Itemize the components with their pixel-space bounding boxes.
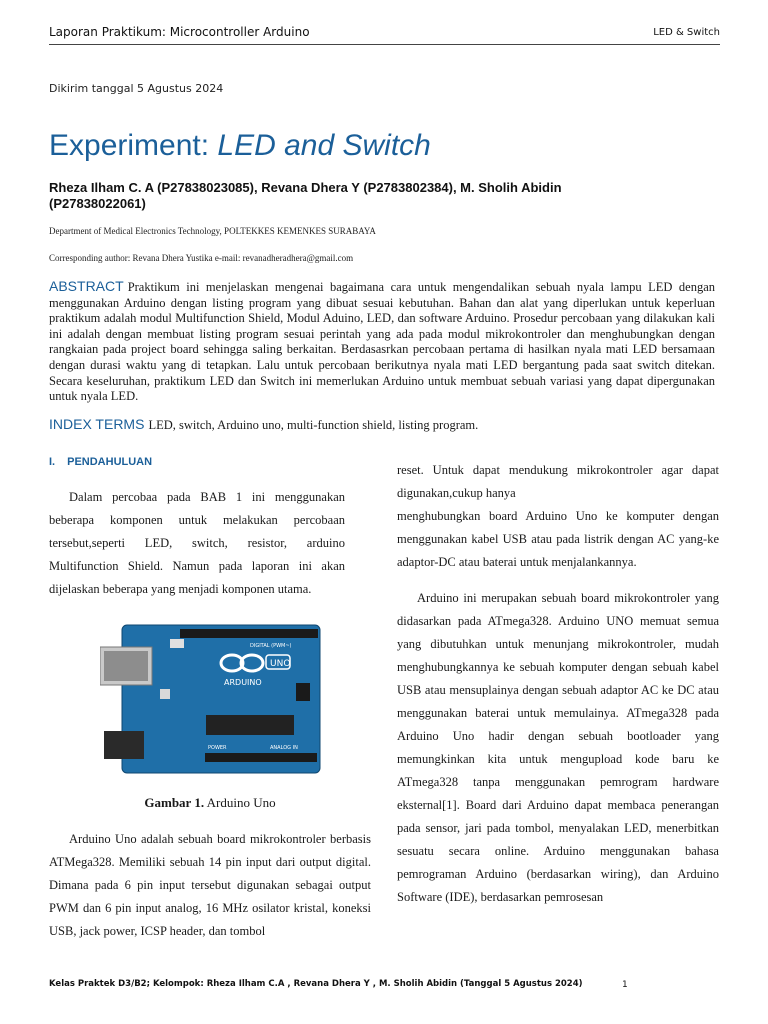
header-short-title: LED & Switch (653, 27, 720, 38)
index-terms (49, 416, 478, 433)
arduino-uno-paragraph: Arduino Uno adalah sebuah board mikrokontroler berbasis ATMega328. Memiliki sebuah 14 pin input dari output digital. Dimana pada 6 pin input tersebut digunakan sebagai output PWM dan 6 pin input analog, 16 MHz osilator kristal, koneksi USB, jack power, ICSP header, dan tombol (49, 832, 371, 938)
affiliation: Department of Medical Electronics Technology, POLTEKKES KEMENKES SURABAYA (49, 226, 376, 236)
submission-date: Dikirim tanggal 5 Agustus 2024 (49, 82, 224, 95)
title-emphasis: LED and Switch (217, 129, 431, 162)
figure-caption (0, 795, 420, 811)
capacitor (160, 689, 170, 699)
section-number: I. (49, 456, 56, 468)
uno-label: UNO (270, 659, 291, 669)
figure-caption-text: Arduino Uno (206, 795, 276, 810)
reset-paragraph-continued: menghubungkan board Arduino Uno ke komputer dengan menggunakan kabel USB atau pada listrik dengan AC yang-ke adaptor-DC atau baterai untuk menjalankannya. (397, 509, 719, 569)
page-number: 1 (622, 980, 628, 990)
arduino-uno-figure (100, 619, 322, 780)
arduino-board-image (100, 619, 322, 780)
abstract (49, 279, 715, 405)
title-prefix: Experiment: (49, 129, 218, 162)
left-column-top (49, 486, 345, 601)
dc-power-jack (104, 731, 144, 759)
section-heading (49, 456, 152, 468)
reset-button (170, 639, 184, 648)
section-title: PENDAHULUAN (67, 456, 153, 468)
reset-paragraph-start: reset. Untuk dapat mendukung mikrokontroler agar dapat digunakan,cukup hanya (397, 463, 719, 500)
left-column-bottom (49, 828, 371, 943)
figure-label: Gambar 1. (144, 795, 205, 810)
arduino-label: ARDUINO (224, 678, 262, 687)
running-header (49, 24, 720, 45)
right-column (397, 459, 719, 909)
atmega-paragraph: Arduino ini merupakan sebuah board mikrokontroler yang didasarkan pada ATmega328. Arduino UNO memuat semua yang dibutuhkan untuk menunjang mikrokontroler, mudah menghubungkannya ke sebuah komputer dengan sebuah kabel USB atau mensuplainya dengan sebuah adaptor AC ke DC atau menggunakan baterai untuk memulainya. ATmega328 pada Arduino Uno hadir dengan sebuah bootloader yang memungkinkan kita untuk mengupload kode baru ke ATmega328 tanpa menggunakan pemrogram hardware eksternal[1]. Board dari Arduino dapat membaca penerangan pada sensor, jari pada tombol, menyalakan LED, menerbitkan sesuatu secara online. Arduino menggunakan bahasa pemrograman Arduino (berdasarkan wiring), dan Arduino Software (IDE), berdasarkan pemrosesan (397, 591, 719, 904)
author-list: Rheza Ilham C. A (P27838023085), Revana Dhera Y (P2783802384), M. Sholih Abidin (P27838022061) (49, 180, 562, 211)
atmega-chip (206, 715, 294, 735)
usb-port-inner (104, 651, 148, 681)
footer-text: Kelas Praktek D3/B2; Kelompok: Rheza Ilham C.A , Revana Dhera Y , M. Sholih Abidin (Tanggal 5 Agustus 2024) (49, 979, 583, 989)
index-terms-label: INDEX TERMS (49, 416, 145, 432)
index-terms-text: LED, switch, Arduino uno, multi-function shield, listing program. (148, 418, 479, 432)
digital-header (180, 629, 318, 638)
icsp-header (296, 683, 310, 701)
header-title: Laporan Praktikum: Microcontroller Arduino (49, 25, 310, 39)
corresponding-author: Corresponding author: Revana Dhera Yustika e-mail: revanadheradhera@gmail.com (49, 253, 354, 263)
paragraph-gap (397, 574, 719, 587)
power-label: POWER (208, 745, 227, 751)
intro-paragraph: Dalam percobaa pada BAB 1 ini menggunakan beberapa komponen untuk melakukan percobaan tersebut,seperti LED, switch, resistor, arduino Multifunction Shield. Namun pada laporan ini akan dijelaskan beberapa yang menjadi komponen utama. (49, 490, 345, 596)
abstract-text: Praktikum ini menjelaskan mengenai bagaimana cara untuk mengendalikan sebuah nyala lampu LED dengan menggunakan Arduino dengan listing program yang dibuat sesuai kebutuhan. Bahan dan alat yang diperlukan untuk keperluan praktikum adalah modul Multifunction Shield, Modul Aduino, LED, dan software Arduino. Prosedur percobaan yang dilakukan kali ini adalah dengan membuat listing program sesuai perintah yang ada pada modul mikrokontroler dan menghubungkan dengan rangkaian pada project board sehingga saling berkaitan. Berdasasrkan percobaan pertama di hasilkan nyala mati LED bersamaan dengan durasi waktu yang di tetapkan. Lalu untuk percobaan berikutnya nyala mati LED bergantung pada saat switch ditekan. Secara keseluruhan, praktikum LED dan Switch ini memerlukan Arduino untuk membuat sebuah variasi yang dapat dipergunakan untuk nyala LED. (49, 280, 715, 404)
digital-label: DIGITAL (PWM~) (250, 643, 292, 649)
paper-title (49, 129, 431, 163)
power-analog-header (205, 753, 317, 762)
analog-label: ANALOG IN (270, 745, 298, 751)
abstract-label: ABSTRACT (49, 278, 124, 294)
